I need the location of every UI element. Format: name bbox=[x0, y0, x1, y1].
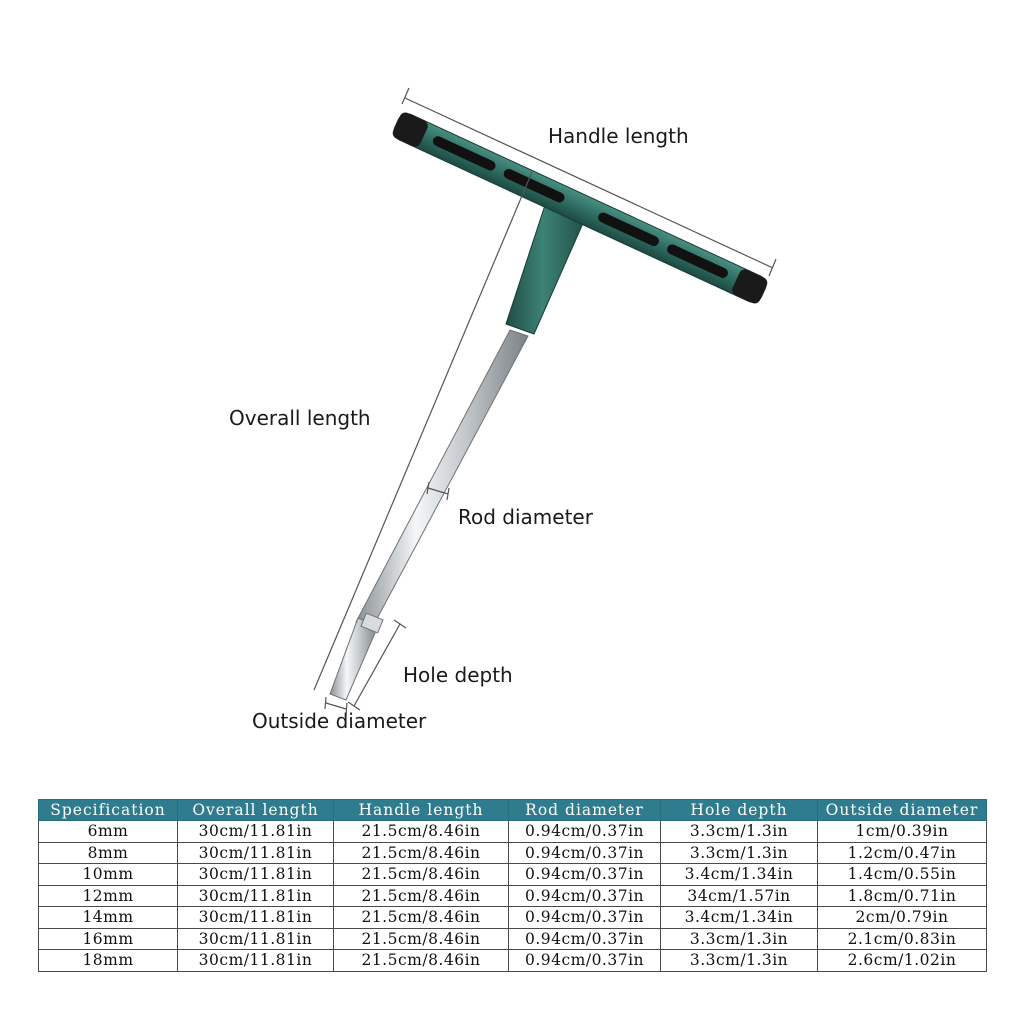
overall-length-label: Overall length bbox=[229, 406, 371, 430]
cell-rod-diameter: 0.94cm/0.37in bbox=[509, 821, 661, 843]
header-overall-length: Overall length bbox=[178, 800, 334, 821]
cell-handle-length: 21.5cm/8.46in bbox=[334, 842, 509, 864]
cell-specification: 16mm bbox=[39, 928, 178, 950]
cell-outside-diameter: 2cm/0.79in bbox=[818, 907, 987, 929]
hole-depth-label: Hole depth bbox=[403, 663, 513, 687]
table-row bbox=[39, 842, 987, 864]
cell-rod-diameter: 0.94cm/0.37in bbox=[509, 842, 661, 864]
cell-outside-diameter: 2.1cm/0.83in bbox=[818, 928, 987, 950]
cell-overall-length: 30cm/11.81in bbox=[178, 928, 334, 950]
cell-rod-diameter: 0.94cm/0.37in bbox=[509, 928, 661, 950]
cell-handle-length: 21.5cm/8.46in bbox=[334, 864, 509, 886]
cell-outside-diameter: 1.2cm/0.47in bbox=[818, 842, 987, 864]
handle-length-label: Handle length bbox=[548, 124, 689, 148]
cell-hole-depth: 3.3cm/1.3in bbox=[661, 821, 818, 843]
header-rod-diameter: Rod diameter bbox=[509, 800, 661, 821]
table-row bbox=[39, 950, 987, 972]
cell-rod-diameter: 0.94cm/0.37in bbox=[509, 885, 661, 907]
header-handle-length: Handle length bbox=[334, 800, 509, 821]
cell-hole-depth: 34cm/1.57in bbox=[661, 885, 818, 907]
header-outside-diameter: Outside diameter bbox=[818, 800, 987, 821]
cell-handle-length: 21.5cm/8.46in bbox=[334, 950, 509, 972]
table-header-row bbox=[39, 800, 987, 821]
table-row bbox=[39, 821, 987, 843]
cell-hole-depth: 3.4cm/1.34in bbox=[661, 864, 818, 886]
cell-specification: 10mm bbox=[39, 864, 178, 886]
table-row bbox=[39, 907, 987, 929]
cell-handle-length: 21.5cm/8.46in bbox=[334, 821, 509, 843]
header-specification: Specification bbox=[39, 800, 178, 821]
cell-overall-length: 30cm/11.81in bbox=[178, 842, 334, 864]
cell-handle-length: 21.5cm/8.46in bbox=[334, 928, 509, 950]
cell-specification: 8mm bbox=[39, 842, 178, 864]
table-row bbox=[39, 864, 987, 886]
cell-handle-length: 21.5cm/8.46in bbox=[334, 885, 509, 907]
cell-specification: 12mm bbox=[39, 885, 178, 907]
table-row bbox=[39, 928, 987, 950]
cell-hole-depth: 3.3cm/1.3in bbox=[661, 950, 818, 972]
cell-overall-length: 30cm/11.81in bbox=[178, 885, 334, 907]
rod-diameter-label: Rod diameter bbox=[458, 505, 593, 529]
cell-specification: 14mm bbox=[39, 907, 178, 929]
cell-handle-length: 21.5cm/8.46in bbox=[334, 907, 509, 929]
specification-table bbox=[38, 799, 987, 972]
cell-hole-depth: 3.4cm/1.34in bbox=[661, 907, 818, 929]
cell-hole-depth: 3.3cm/1.3in bbox=[661, 928, 818, 950]
cell-rod-diameter: 0.94cm/0.37in bbox=[509, 950, 661, 972]
outside-diameter-label: Outside diameter bbox=[252, 709, 427, 733]
cell-overall-length: 30cm/11.81in bbox=[178, 907, 334, 929]
cell-hole-depth: 3.3cm/1.3in bbox=[661, 842, 818, 864]
cell-overall-length: 30cm/11.81in bbox=[178, 821, 334, 843]
cell-specification: 18mm bbox=[39, 950, 178, 972]
cell-outside-diameter: 1.8cm/0.71in bbox=[818, 885, 987, 907]
cell-rod-diameter: 0.94cm/0.37in bbox=[509, 864, 661, 886]
cell-outside-diameter: 2.6cm/1.02in bbox=[818, 950, 987, 972]
cell-outside-diameter: 1.4cm/0.55in bbox=[818, 864, 987, 886]
table-row bbox=[39, 885, 987, 907]
cell-rod-diameter: 0.94cm/0.37in bbox=[509, 907, 661, 929]
handle-length-dimension bbox=[402, 88, 776, 276]
cell-overall-length: 30cm/11.81in bbox=[178, 950, 334, 972]
overall-length-dimension bbox=[314, 172, 532, 690]
header-hole-depth: Hole depth bbox=[661, 800, 818, 821]
cell-outside-diameter: 1cm/0.39in bbox=[818, 821, 987, 843]
cell-specification: 6mm bbox=[39, 821, 178, 843]
cell-overall-length: 30cm/11.81in bbox=[178, 864, 334, 886]
